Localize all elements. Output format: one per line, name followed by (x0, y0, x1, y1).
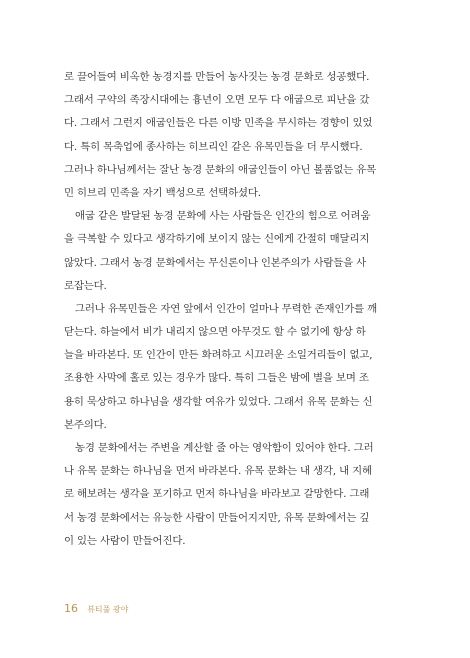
text-line: 그러나 하나님께서는 잘난 농경 문화의 애굽인들이 아닌 볼품없는 유목 (64, 163, 376, 176)
text-line: 로잡는다. (64, 279, 107, 292)
text-line: 애굽 같은 발달된 농경 문화에 사는 사람들은 인간의 힘으로 어려움 (75, 210, 371, 223)
text-line: 이 있는 사람이 만들어진다. (64, 534, 186, 547)
text-line: 농경 문화에서는 주변을 계산할 줄 아는 영악함이 있어야 한다. 그러 (75, 442, 374, 454)
text-line: 다. 그래서 그런지 애굽인들은 다른 이방 민족을 무시하는 경향이 있었 (64, 117, 373, 130)
text-line: 로 끌어들여 비옥한 농경지를 만들어 농사짓는 농경 문화로 성공했다. (64, 71, 370, 83)
text-line: 나 유목 문화는 하나님을 먼저 바라본다. 유목 문화는 내 생각, 내 지혜 (64, 465, 372, 478)
text-line: 본주의다. (64, 418, 107, 431)
page-number: 16 (64, 602, 78, 615)
text-line: 그러나 유목민들은 자연 앞에서 인간이 얼마나 무력한 존재인가를 깨 (75, 302, 378, 315)
text-line: 을 극복할 수 있다고 생각하기에 보이지 않는 신에게 간절히 매달리지 (64, 233, 370, 246)
running-title: 뷰티풀 광야 (87, 605, 129, 614)
text-line: 않았다. 그래서 농경 문화에서는 무신론이나 인본주의가 사람들을 사 (64, 256, 367, 269)
text-line: 서 농경 문화에서는 유능한 사람이 만들어지지만, 유목 문화에서는 깊 (64, 511, 370, 524)
text-line: 용히 묵상하고 하나님을 생각할 여유가 있었다. 그래서 유목 문화는 신 (64, 395, 373, 408)
text-line: 조용한 사막에 홀로 있는 경우가 많다. 특히 그들은 밤에 별을 보며 조 (64, 372, 369, 385)
text-line: 늘을 바라본다. 또 인간이 만든 화려하고 시끄러운 소일거리들이 없고, (64, 349, 373, 362)
text-line: 그래서 구약의 족장시대에는 흉년이 오면 모두 다 애굽으로 피난을 갔 (64, 94, 370, 107)
body-text (64, 66, 406, 553)
text-line: 로 해보려는 생각을 포기하고 먼저 하나님을 바라보고 갈망한다. 그래 (64, 488, 370, 501)
text-line: 민 히브리 민족을 자기 백성으로 선택하셨다. (64, 186, 261, 199)
page-footer (64, 602, 128, 615)
text-line: 닫는다. 하늘에서 비가 내리지 않으면 아무것도 할 수 없기에 항상 하 (64, 326, 366, 339)
text-line: 다. 특히 목축업에 종사하는 히브리인 같은 유목민들을 더 무시했다. (64, 140, 363, 153)
